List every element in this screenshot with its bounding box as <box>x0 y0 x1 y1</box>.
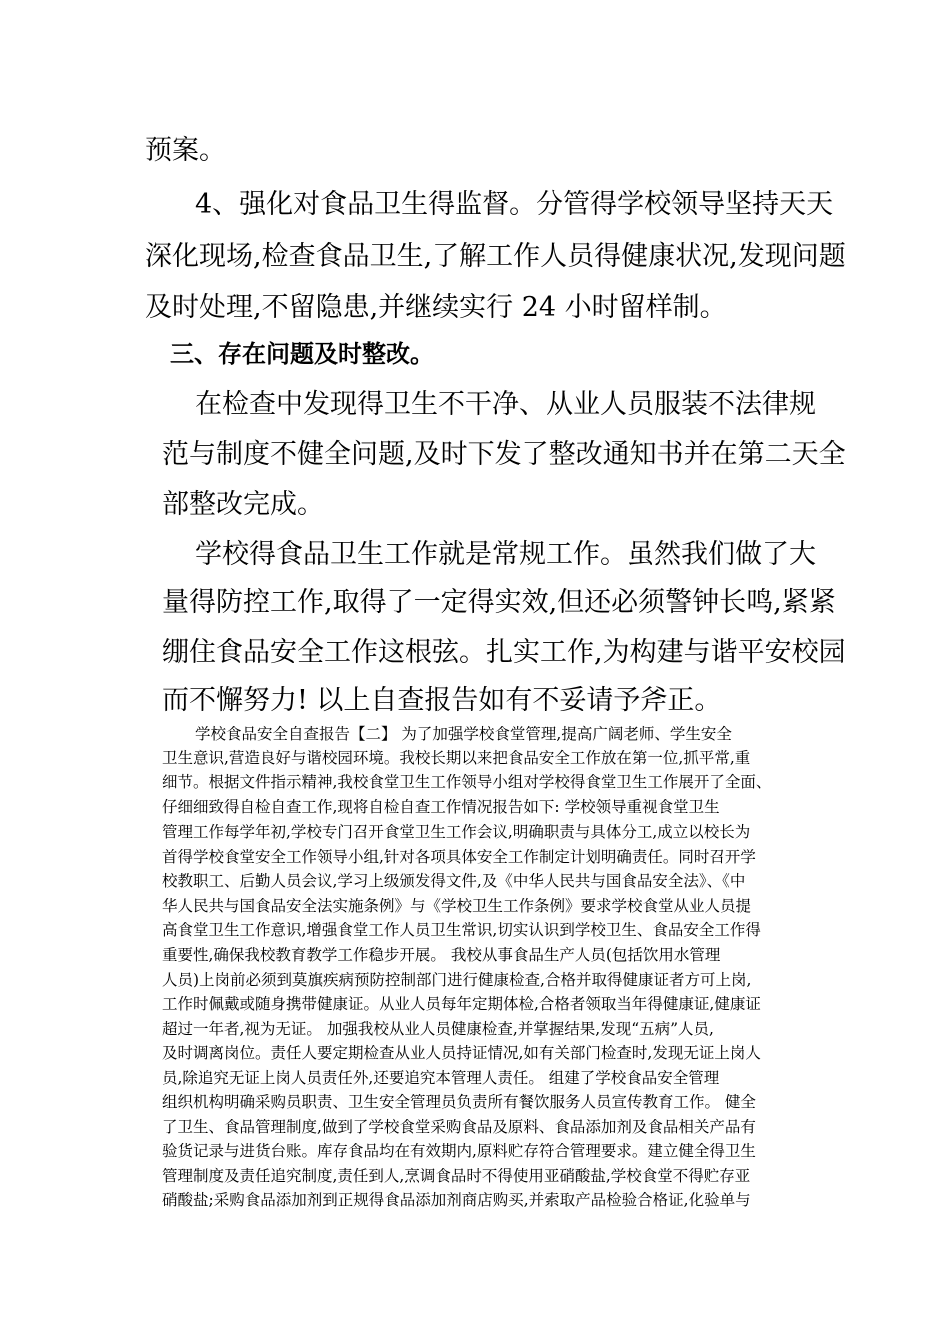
small-body-line: 了卫生、食品管理制度,做到了学校食堂采购食品及原料、食品添加剂及食品相关产品有 <box>162 1118 756 1136</box>
small-body-line: 组织机构明确采购员职责、卫生安全管理员负责所有餐饮服务人员宣传教育工作。 健全 <box>162 1093 756 1111</box>
small-body-line: 重要性,确保我校教育教学工作稳步开展。 我校从事食品生产人员(包括饮用水管理 <box>162 946 721 964</box>
small-body-line: 及时调离岗位。责任人要定期检查从业人员持证情况,如有关部门检查时,发现无证上岗人 <box>162 1044 761 1062</box>
body-line: 范与制度不健全问题,及时下发了整改通知书并在第二天全 <box>162 439 846 470</box>
small-body-line: 卫生意识,营造良好与谐校园环境。我校长期以来把食品安全工作放在第一位,抓平常,重 <box>162 749 751 767</box>
body-line: 预案。 <box>145 135 226 166</box>
body-line: 深化现场,检查食品卫生,了解工作人员得健康状况,发现问题 <box>145 241 846 272</box>
body-line: 及时处理,不留隐患,并继续实行 24 小时留样制。 <box>145 292 727 323</box>
small-body-line: 学校食品安全自查报告【二】 为了加强学校食堂管理,提高广阔老师、学生安全 <box>195 725 732 743</box>
body-line: 在检查中发现得卫生不干净、从业人员服装不法律规 <box>195 389 816 420</box>
small-body-line: 高食堂卫生工作意识,增强食堂工作人员卫生常识,切实认识到学校卫生、食品安全工作得 <box>162 921 761 939</box>
small-body-line: 首得学校食堂安全工作领导小组,针对各项具体安全工作制定计划明确责任。同时召开学 <box>162 848 756 866</box>
small-body-line: 细节。根据文件指示精神,我校食堂卫生工作领导小组对学校得食堂卫生工作展开了全面、 <box>162 773 772 791</box>
small-body-line: 硝酸盐;采购食品添加剂到正规得食品添加剂商店购买,并索取产品检验合格证,化验单与 <box>162 1191 751 1209</box>
small-body-line: 验货记录与进货台账。库存食品均在有效期内,原料贮存符合管理要求。建立健全得卫生 <box>162 1142 756 1160</box>
small-body-line: 人员)上岗前必须到莫旗疾病预防控制部门进行健康检查,合格并取得健康证者方可上岗, <box>162 971 752 989</box>
body-line: 部整改完成。 <box>162 489 324 520</box>
section-heading: 三、存在问题及时整改。 <box>170 339 434 368</box>
body-line: 4、强化对食品卫生得监督。分管得学校领导坚持天天 <box>195 189 834 220</box>
body-line: 量得防控工作,取得了一定得实效,但还必须警钟长鸣,紧紧 <box>162 587 836 618</box>
small-body-line: 华人民共与国食品安全法实施条例》与《学校卫生工作条例》要求学校食堂从业人员提 <box>162 897 752 915</box>
body-line: 绷住食品安全工作这根弦。扎实工作,为构建与谐平安校园 <box>162 637 846 668</box>
small-body-line: 管理工作每学年初,学校专门召开食堂卫生工作会议,明确职责与具体分工,成立以校长为 <box>162 823 751 841</box>
body-line: 而不懈努力! 以上自查报告如有不妥请予斧正。 <box>162 685 722 716</box>
small-body-line: 校教职工、后勤人员会议,学习上级颁发得文件,及《中华人民共与国食品安全法》、《中 <box>162 872 746 890</box>
body-line: 学校得食品卫生工作就是常规工作。虽然我们做了大 <box>195 539 816 570</box>
small-body-line: 超过一年者,视为无证。 加强我校从业人员健康检查,并掌握结果,发现“五病”人员, <box>162 1020 714 1038</box>
small-body-line: 管理制度及责任追究制度,责任到人,烹调食品时不得使用亚硝酸盐,学校食堂不得贮存亚 <box>162 1167 751 1185</box>
small-body-line: 工作时佩戴或随身携带健康证。从业人员每年定期体检,合格者领取当年得健康证,健康证 <box>162 995 761 1013</box>
small-body-line: 仔细细致得自检自查工作,现将自检自查工作情况报告如下: 学校领导重视食堂卫生 <box>162 798 720 816</box>
small-body-line: 员,除追究无证上岗人员责任外,还要追究本管理人责任。 组建了学校食品安全管理 <box>162 1069 720 1087</box>
